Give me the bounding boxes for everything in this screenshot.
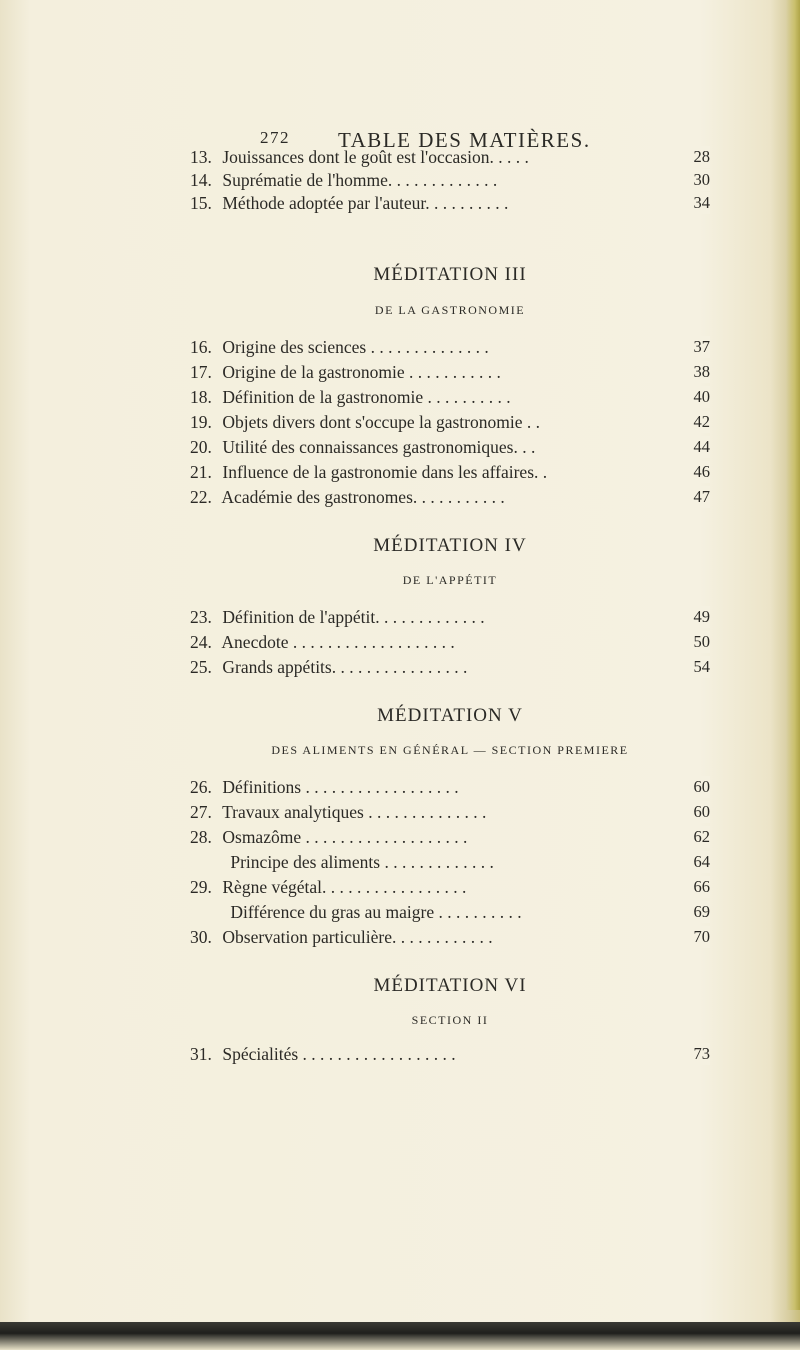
toc-entry	[190, 851, 710, 873]
entry-title: Définitions . . . . . . . . . . . . . . . . . .	[222, 777, 459, 797]
page-title: TABLE DES MATIÈRES.	[338, 128, 591, 152]
entry-title: Académie des gastronomes. . . . . . . . . . .	[221, 487, 505, 507]
entry-title: Différence du gras au maigre . . . . . . . . . .	[230, 902, 522, 922]
section-title: MÉDITATION V	[377, 705, 523, 726]
entry-title: Suprématie de l'homme. . . . . . . . . . . . .	[222, 170, 498, 190]
entry-number: 15.	[190, 193, 212, 213]
toc-entry	[190, 411, 710, 433]
toc-entry	[190, 386, 710, 408]
entry-page: 44	[690, 436, 711, 458]
entry-title: Objets divers dont s'occupe la gastronomie . .	[222, 412, 540, 432]
toc-entry	[190, 826, 710, 848]
entry-number: 25.	[190, 657, 212, 677]
toc-entry	[190, 169, 710, 191]
entry-title: Jouissances dont le goût est l'occasion. . . . .	[222, 147, 529, 167]
entry-number: 31.	[190, 1044, 212, 1064]
entry-title: Utilité des connaissances gastronomiques. . .	[222, 437, 536, 457]
toc-entry	[190, 486, 710, 508]
entry-number: 28.	[190, 827, 212, 847]
entry-title: Principe des aliments . . . . . . . . . . . . .	[230, 852, 494, 872]
entry-title: Méthode adoptée par l'auteur. . . . . . . . . .	[222, 193, 509, 213]
entry-page: 54	[690, 656, 711, 678]
entry-number: 13.	[190, 147, 212, 167]
page-number: 272	[260, 128, 290, 147]
entry-title: Spécialités . . . . . . . . . . . . . . . . . .	[222, 1044, 456, 1064]
entry-title: Définition de l'appétit. . . . . . . . . . . . .	[222, 607, 485, 627]
entry-title: Influence de la gastronomie dans les affaires. .	[222, 462, 548, 482]
section-subtitle: SECTION II	[411, 1013, 489, 1027]
entry-page: 30	[690, 169, 711, 191]
entry-number: 19.	[190, 412, 212, 432]
entry-page: 60	[690, 776, 711, 798]
toc-entry	[190, 1043, 710, 1065]
entry-page: 42	[690, 411, 711, 433]
entry-title: Définition de la gastronomie . . . . . . . . . .	[222, 387, 511, 407]
entry-page: 28	[690, 146, 711, 168]
entry-page: 49	[690, 606, 711, 628]
page-edge-bottom	[0, 1322, 800, 1350]
entry-page: 34	[690, 192, 711, 214]
entry-page: 37	[690, 336, 711, 358]
section-title: MÉDITATION VI	[373, 975, 527, 996]
toc-entry	[190, 361, 710, 383]
entry-page: 60	[690, 801, 711, 823]
entry-title: Origine des sciences . . . . . . . . . . . . . .	[222, 337, 489, 357]
entry-number: 17.	[190, 362, 212, 382]
toc-entry	[190, 801, 710, 823]
entry-number: 23.	[190, 607, 212, 627]
entry-number: 29.	[190, 877, 212, 897]
toc-entry	[190, 336, 710, 358]
section-subtitle: DE LA GASTRONOMIE	[374, 303, 526, 317]
entry-title: Observation particulière. . . . . . . . . . . .	[222, 927, 493, 947]
entry-number: 16.	[190, 337, 212, 357]
entry-page: 46	[690, 461, 711, 483]
toc-entry	[190, 926, 710, 948]
entry-title: Règne végétal. . . . . . . . . . . . . . . . .	[222, 877, 467, 897]
toc-entry	[190, 436, 710, 458]
entry-page: 70	[690, 926, 711, 948]
toc-entry	[190, 656, 710, 678]
section-subtitle: DES ALIMENTS EN GÉNÉRAL — SECTION PREMIERE	[271, 743, 629, 757]
entry-title: Osmazôme . . . . . . . . . . . . . . . . . . .	[222, 827, 468, 847]
toc-entry	[190, 461, 710, 483]
entry-page: 47	[690, 486, 711, 508]
entry-number: 24.	[190, 632, 212, 652]
toc-entry	[190, 192, 710, 214]
entry-number: 18.	[190, 387, 212, 407]
toc-entry	[190, 901, 710, 923]
entry-title: Anecdote . . . . . . . . . . . . . . . . . . .	[221, 632, 455, 652]
entry-page: 40	[690, 386, 711, 408]
entry-number: 20.	[190, 437, 212, 457]
entry-title: Origine de la gastronomie . . . . . . . . . . .	[222, 362, 501, 382]
entry-page: 64	[690, 851, 711, 873]
entry-number: 22.	[190, 487, 212, 507]
toc-entry	[190, 606, 710, 628]
entry-number: 21.	[190, 462, 212, 482]
entry-page: 66	[690, 876, 711, 898]
entry-title: Grands appétits. . . . . . . . . . . . . . . .	[222, 657, 468, 677]
page-edge-right	[786, 0, 800, 1310]
toc-entry	[190, 631, 710, 653]
entry-title: Travaux analytiques . . . . . . . . . . . . . .	[222, 802, 487, 822]
entry-number: 27.	[190, 802, 212, 822]
section-subtitle: DE L'APPÉTIT	[402, 573, 498, 587]
entry-number: 26.	[190, 777, 212, 797]
toc-entry	[190, 876, 710, 898]
entry-number: 14.	[190, 170, 212, 190]
entry-page: 50	[690, 631, 711, 653]
section-title: MÉDITATION IV	[373, 535, 527, 556]
entry-page: 69	[690, 901, 711, 923]
entry-page: 62	[690, 826, 711, 848]
entry-page: 38	[690, 361, 711, 383]
toc-entry	[190, 776, 710, 798]
entry-number: 30.	[190, 927, 212, 947]
section-title: MÉDITATION III	[373, 264, 527, 285]
toc-entry	[190, 146, 710, 168]
entry-page: 73	[690, 1043, 711, 1065]
